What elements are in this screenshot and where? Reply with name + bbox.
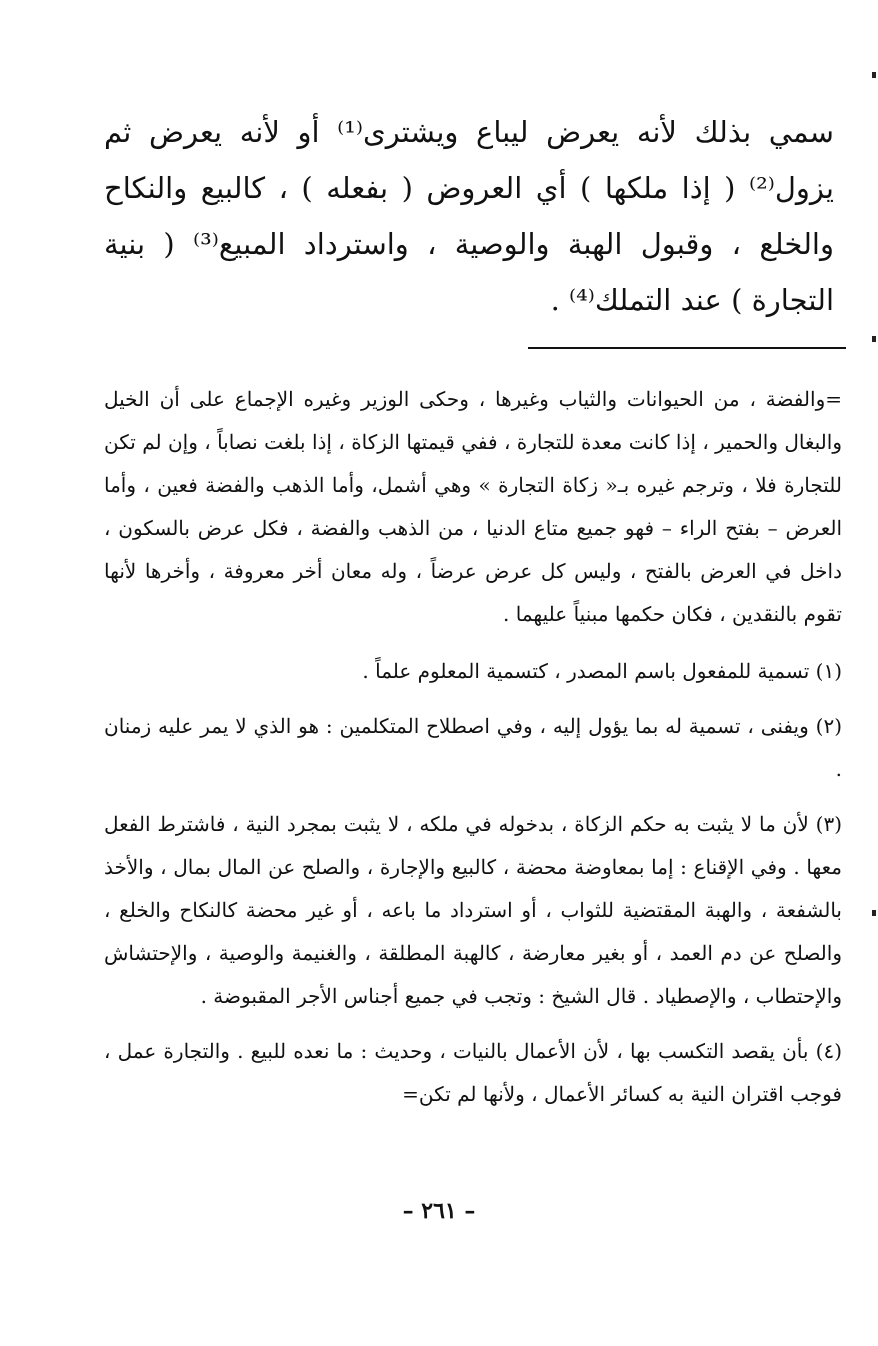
footnote-3: (٣) لأن ما لا يثبت به حكم الزكاة ، بدخوله في ملكه ، لا يثبت بمجرد النية ، فاشترط الفعل معها . وفي الإقناع : إما بمعاوضة محضة ، كالبيع والإجارة ، والصلح عن المال بمال ، والأخذ بالشفعة ، والهبة المقتضية للثواب ، أو استرداد ما باعه ، أو غير محضة كالنكاح والخلع ، والصلح عن دم العمد ، أو بغير معارضة ، كالهبة المطلقة ، والغنيمة والوصية ، والإحتشاش والإحتطاب ، والإصطياد . قال الشيخ : وتجب في جميع أجناس الأجر المقبوضة .	[104, 812, 842, 1008]
footnote-2: (٢) ويفنى ، تسمية له بما يؤول إليه ، وفي اصطلاح المتكلمين : هو الذي لا يمر عليه زمنان .	[104, 714, 842, 781]
main-text-block	[104, 104, 834, 328]
footnote-divider	[528, 347, 846, 349]
footnote-continuation: =والفضة ، من الحيوانات والثياب وغيرها ، وحكى الوزير وغيره الإجماع على أن الخيل والبغال والحمير ، إذا كانت معدة للتجارة ، ففي قيمتها الزكاة ، إذا بلغت نصاباً ، وإن لم تكن للتجارة فلا ، وترجم غيره بـ« زكاة التجارة » وهي أشمل، وأما الذهب والفضة فعين ، وأما العرض – بفتح الراء – فهو جميع متاع الدنيا ، من الذهب والفضة ، فكل عرض بالسكون ، داخل في العرض بالفتح ، وليس كل عرض عرضاً ، وله معان أخر معروفة ، وأخرها لأنها تقوم بالنقدين ، فكان حكمها مبنياً عليهما .	[104, 387, 842, 626]
page-number: – ٢٦١ –	[402, 1198, 476, 1224]
main-paragraph: سمي بذلك لأنه يعرض ليباع ويشترى⁽¹⁾ أو لأنه يعرض ثم يزول⁽²⁾ ( إذا ملكها ) أي العروض ( بفعله ) ، كالبيع والنكاح والخلع ، وقبول الهبة والوصية ، واسترداد المبيع⁽³⁾ ( بنية التجارة ) عند التملك⁽⁴⁾ .	[104, 115, 834, 317]
footnote-1: (١) تسمية للمفعول باسم المصدر ، كتسمية المعلوم علماً .	[362, 659, 842, 683]
scan-edge-mark	[872, 336, 876, 342]
scan-edge-mark	[872, 72, 876, 78]
scan-edge-mark	[872, 910, 876, 916]
footnotes-block	[104, 378, 842, 1128]
footnote-4: (٤) بأن يقصد التكسب بها ، لأن الأعمال بالنيات ، وحديث : ما نعده للبيع . والتجارة عمل ، فوجب اقتران النية به كسائر الأعمال ، ولأنها لم تكن=	[104, 1039, 842, 1106]
